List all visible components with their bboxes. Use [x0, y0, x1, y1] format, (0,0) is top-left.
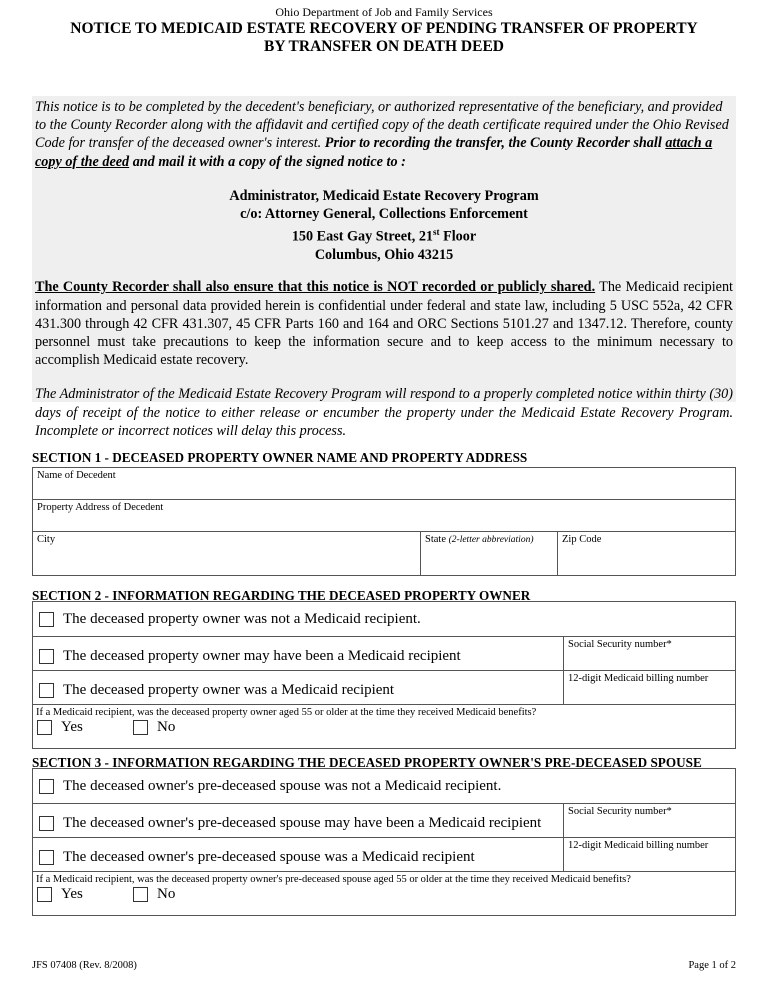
field-label: Social Security number* [568, 806, 672, 817]
option-label: The deceased owner's pre-deceased spouse was not a Medicaid recipient. [63, 777, 502, 794]
section-2-heading: SECTION 2 - INFORMATION REGARDING THE DECEASED PROPERTY OWNER [32, 588, 531, 603]
state-field[interactable] [420, 532, 557, 575]
form-id: JFS 07408 (Rev. 8/2008) [32, 960, 137, 971]
address-line: Columbus, Ohio 43215 [314, 247, 454, 264]
age-question: If a Medicaid recipient, was the deceased property owner aged 55 or older at the time they received Medicaid benefits? [36, 707, 537, 718]
section-3-heading: SECTION 3 - INFORMATION REGARDING THE DECEASED PROPERTY OWNER'S PRE-DECEASED SPOUSE [32, 755, 702, 770]
text: Prior to recording the transfer, the County Recorder shall [324, 135, 666, 152]
address-line: c/o: Attorney General, Collections Enforcement [240, 206, 528, 223]
section-1-heading: SECTION 1 - DECEASED PROPERTY OWNER NAME AND PROPERTY ADDRESS [32, 450, 528, 465]
form-title [0, 20, 768, 56]
title-line-2: BY TRANSFER ON DEATH DEED [263, 38, 504, 55]
yes-label: Yes [61, 719, 83, 735]
option-label: The deceased property owner was not a Medicaid recipient. [63, 610, 421, 627]
mailing-address [32, 187, 736, 265]
address-line: Floor [439, 228, 477, 245]
checkbox[interactable] [39, 850, 54, 865]
field-label: Property Address of Decedent [37, 502, 164, 513]
field-label: Zip Code [562, 534, 602, 545]
spouse-may-be-recipient-option[interactable] [33, 804, 563, 837]
page-number: Page 1 of 2 [688, 960, 736, 971]
field-label: State [425, 534, 449, 545]
spouse-ssn-field[interactable] [563, 804, 735, 837]
title-line-1: NOTICE TO MEDICAID ESTATE RECOVERY OF PENDING TRANSFER OF PROPERTY [70, 20, 698, 37]
owner-was-recipient-option[interactable] [33, 671, 563, 704]
zip-code-field[interactable] [557, 532, 735, 575]
text: and mail it with a copy of the signed notice to : [129, 153, 406, 170]
text: The Medicaid recipient information and personal data provided herein is confidential under federal and state law, including 5 USC 552a, 42 CFR 431.300 through 42 CFR 431.307, 45 CFR Parts 160 and 164 and ORC Sections 5101.27 and 1347.12. Therefore, county personnel must take precautions to keep the information secure and to keep access to the minimum necessary to accomplish Medicaid estate recovery. [35, 279, 733, 369]
city-field[interactable] [33, 532, 420, 575]
section-2-table [32, 601, 736, 749]
section-3-table [32, 768, 736, 916]
property-address-field[interactable] [33, 500, 735, 531]
field-hint: (2-letter abbreviation) [448, 535, 534, 545]
owner-not-recipient-option[interactable] [33, 602, 735, 636]
confidentiality-paragraph [32, 278, 736, 369]
section-1-table [32, 467, 736, 576]
agency-name: Ohio Department of Job and Family Services [275, 5, 493, 19]
spouse-age-question: If a Medicaid recipient, was the deceased property owner's pre-deceased spouse aged 55 or older at the time they received Medicaid benefits? [36, 874, 631, 885]
checkbox[interactable] [39, 683, 54, 698]
field-label: 12-digit Medicaid billing number [568, 840, 709, 851]
instructions-paragraph [32, 96, 736, 171]
checkbox[interactable] [39, 612, 54, 627]
no-label: No [157, 886, 176, 902]
spouse-not-recipient-option[interactable] [33, 769, 735, 803]
spouse-medicaid-billing-number-field[interactable] [563, 838, 735, 871]
option-label: The deceased owner's pre-deceased spouse was a Medicaid recipient [63, 849, 475, 865]
instructions-box [32, 96, 736, 439]
yes-checkbox[interactable] [37, 720, 52, 735]
yes-label: Yes [61, 886, 83, 902]
response-paragraph: The Administrator of the Medicaid Estate Recovery Program will respond to a properly completed notice within thirty (30) days of receipt of the notice to either release or encumber the property under the Medicaid Estate Recovery Program. Incomplete or incorrect notices will delay this process. [35, 386, 733, 439]
option-label: The deceased property owner was a Medicaid recipient [63, 682, 395, 698]
address-line: 150 East Gay Street, 21 [291, 228, 434, 245]
no-label: No [157, 719, 176, 735]
checkbox[interactable] [39, 779, 54, 794]
checkbox[interactable] [39, 649, 54, 664]
owner-may-be-recipient-option[interactable] [33, 637, 563, 670]
address-line: Administrator, Medicaid Estate Recovery Program [229, 187, 539, 204]
spouse-was-recipient-option[interactable] [33, 838, 563, 871]
option-label: The deceased property owner may have been a Medicaid recipient [63, 648, 461, 664]
yes-checkbox[interactable] [37, 887, 52, 902]
option-label: The deceased owner's pre-deceased spouse may have been a Medicaid recipient [63, 815, 542, 831]
field-label: Social Security number* [568, 639, 672, 650]
text: The County Recorder shall also ensure that this notice is NOT recorded or publicly shared. [35, 279, 596, 296]
field-label: 12-digit Medicaid billing number [568, 673, 709, 684]
medicaid-billing-number-field[interactable] [563, 671, 735, 704]
text: This notice is to be completed by the decedent's beneficiary, or authorized representative of the beneficiary, and provided to the County Recorder along with the affidavit and certified copy of the death certificate required under the Ohio Revised Code for transfer of the deceased owner's interest. [35, 99, 729, 152]
checkbox[interactable] [39, 816, 54, 831]
no-checkbox[interactable] [133, 720, 148, 735]
no-checkbox[interactable] [133, 887, 148, 902]
text: attach a copy of the deed [35, 135, 713, 170]
name-of-decedent-field[interactable] [33, 468, 735, 499]
field-label: City [37, 534, 56, 545]
superscript: st [433, 227, 440, 238]
ssn-field[interactable] [563, 637, 735, 670]
field-label: Name of Decedent [37, 470, 116, 481]
